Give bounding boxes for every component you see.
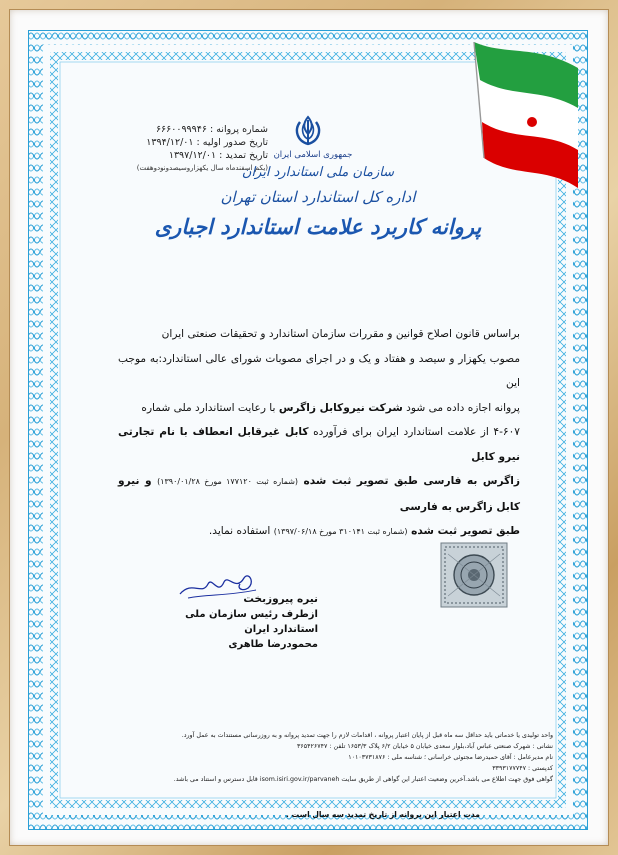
iran-emblem-icon	[291, 114, 325, 148]
signatory-name: نیره پیروزبخت	[243, 593, 318, 605]
certificate-title: پروانه کاربرد علامت استاندارد اجباری	[154, 214, 482, 239]
validity-note: مدت اعتبار این پروانه از تاریخ تمدید سه سال است .	[286, 810, 480, 819]
footer-postal-code: کدپستی : ۳۳۹۳۱۷۷۷۴۷	[492, 765, 553, 772]
signatory-block	[148, 592, 318, 652]
footer-renewal-notice: واحد تولیدی یا خدماتی باید حداقل سه ماه قبل از پایان اعتبار پروانه ، اقدامات لازم را جهت تمدید پروانه و به روزرسانی مستندات به عمل آورد.	[181, 732, 553, 739]
body-line-6	[118, 519, 520, 545]
certificate-body	[118, 322, 520, 545]
body-line-3	[118, 396, 520, 421]
signatory-role: ازطرف رئیس سازمان ملی استاندارد ایران	[185, 609, 318, 635]
hologram-seal-icon	[440, 542, 508, 608]
product-name: کابل غیرقابل انعطاف با نام تجارتی نیرو کابل	[118, 426, 520, 463]
body-line-4	[118, 420, 520, 469]
second-signatory: محمودرضا طاهری	[228, 639, 318, 650]
registration-ref-2: (شماره ثبت ۳۱۰۱۴۱ مورخ ۱۳۹۷/۰۶/۱۸)	[273, 527, 408, 536]
footer-verification: گواهی فوق جهت اطلاع می باشد.آخرین وضعیت اعتبار این گواهی از طریق سایت isom.isiri.gov.ir/parvaneh قابل دسترس و استناد می باشد.	[173, 776, 553, 783]
footer-ceo: نام مدیرعامل : آقای حمیدرضا مجتوئی خراسانی ؛ شناسه ملی : ۱۰۱۰۳۷۳۱۸۷۶	[348, 754, 553, 761]
body-line-4-a: ۴-۶۰۷ از علامت استاندارد ایران برای فرآورده	[308, 426, 520, 438]
renew-date: تاریخ تمدید : ۱۳۹۷/۱۲/۰۱	[168, 150, 268, 161]
body-line-3-b: با رعایت استاندارد ملی شماره	[141, 401, 279, 414]
iran-flag-icon	[466, 38, 586, 208]
organization-name: سازمان ملی استاندارد ایران	[241, 165, 395, 180]
body-line-5-a: زاگرس به فارسی طبق تصویر ثبت شده	[298, 475, 520, 487]
body-line-6-a: طبق تصویر ثبت شده	[407, 525, 520, 537]
body-line-1: براساس قانون اصلاح قوانین و مقررات سازمان استاندارد و تحقیقات صنعتی ایران	[161, 328, 520, 340]
company-name: شرکت نیروکابل زاگرس	[278, 401, 403, 414]
license-number: شماره پروانه : ۶۶۶۰۰۹۹۹۴۶	[155, 124, 268, 135]
footer-address: نشانی : شهرک صنعتی عباس آباد،بلوار سعدی خیابان ۵ خیابان ۶/۲ پلاک ۱۶۵۳/۳ تلفن : ۳۶۵۴۲۶۷۴۷	[296, 743, 553, 750]
certificate-document	[28, 30, 588, 830]
footer-notes	[123, 730, 553, 785]
office-name: اداره کل استاندارد استان تهران	[220, 188, 416, 206]
body-line-2: مصوب یکهزار و سیصد و هفتاد و یک و در اجرای مصوبات شورای عالی استاندارد:به موجب این	[118, 352, 520, 389]
renew-date-words: (یکم اسفندماه سال یکهزاروسیصدونودوهفت)	[136, 164, 268, 172]
issue-date: تاریخ صدور اولیه : ۱۳۹۴/۱۲/۰۱	[146, 137, 268, 148]
body-line-5-b: و نیرو کابل زاگرس به فارسی	[118, 475, 520, 513]
body-line-3-a: پروانه اجازه داده می شود	[402, 401, 520, 414]
registration-ref-1: (شماره ثبت ۱۷۷۱۲۰ مورخ ۱۳۹۰/۰۱/۲۸)	[157, 477, 299, 486]
republic-label: جمهوری اسلامی ایران	[273, 150, 353, 160]
body-line-5	[118, 469, 520, 519]
body-line-6-b: استفاده نماید.	[208, 525, 274, 537]
